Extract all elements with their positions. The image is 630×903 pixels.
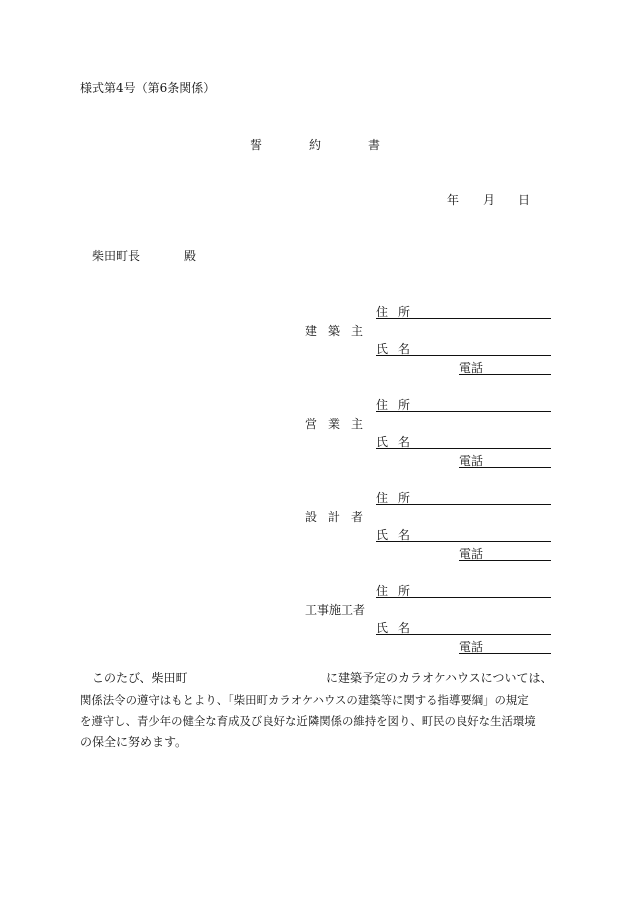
role-char: 主 — [350, 324, 363, 338]
name-label — [376, 528, 410, 542]
body-line-1-end: に建築予定のカラオケハウスについては、 — [326, 671, 553, 685]
address-underline — [376, 597, 551, 598]
role-char: 主 — [350, 417, 363, 431]
phone-underline — [459, 467, 551, 468]
role-builder — [305, 324, 363, 338]
name-underline — [376, 355, 551, 356]
addressee-name: 柴田町長 — [92, 249, 141, 263]
address-underline — [376, 318, 551, 319]
role-char: 営 — [305, 417, 318, 431]
address-label-char: 所 — [397, 584, 410, 598]
role-char: 築 — [327, 324, 340, 338]
role-char: 建 — [305, 324, 318, 338]
name-underline — [376, 448, 551, 449]
name-label-char: 氏 — [376, 435, 389, 449]
address-label-char: 住 — [376, 398, 389, 412]
date-year: 年 — [447, 193, 460, 207]
name-label — [376, 435, 410, 449]
role-char: 計 — [327, 510, 340, 524]
phone-label: 電話 — [459, 454, 484, 468]
phone-underline — [459, 560, 551, 561]
address-underline — [376, 504, 551, 505]
title-char-1: 誓 — [250, 138, 263, 152]
name-label-char: 名 — [397, 621, 410, 635]
name-label-char: 氏 — [376, 528, 389, 542]
role-char: 業 — [327, 417, 340, 431]
body-line-1-start: このたび、柴田町 — [80, 671, 188, 685]
phone-label: 電話 — [459, 547, 484, 561]
address-label — [376, 305, 410, 319]
address-label — [376, 398, 410, 412]
phone-underline — [459, 653, 551, 654]
name-underline — [376, 634, 551, 635]
address-underline — [376, 411, 551, 412]
form-number: 様式第4号（第6条関係） — [80, 81, 216, 95]
address-label-char: 所 — [397, 398, 410, 412]
role-operator — [305, 417, 363, 431]
address-label-char: 住 — [376, 491, 389, 505]
addressee-honorific: 殿 — [184, 249, 197, 263]
role-char: 設 — [305, 510, 318, 524]
role-designer — [305, 510, 363, 524]
address-label-char: 所 — [397, 305, 410, 319]
title-char-3: 書 — [368, 138, 381, 152]
body-line-2: 関係法令の遵守はもとより、「柴田町カラオケハウスの建築等に関する指導要綱」の規定 — [80, 693, 529, 707]
name-label — [376, 621, 410, 635]
address-label-char: 住 — [376, 584, 389, 598]
role-char: 者 — [350, 510, 363, 524]
title-char-2: 約 — [309, 138, 322, 152]
body-line-4: の保全に努めます。 — [80, 735, 188, 749]
phone-label: 電話 — [459, 361, 484, 375]
body-line-3: を遵守し、青少年の健全な育成及び良好な近隣関係の維持を図り、町民の良好な生活環境 — [80, 714, 536, 728]
address-label-char: 住 — [376, 305, 389, 319]
role-contractor: 工事施工者 — [305, 603, 366, 617]
name-label — [376, 342, 410, 356]
phone-underline — [459, 374, 551, 375]
date-day: 日 — [518, 193, 531, 207]
date-month: 月 — [483, 193, 496, 207]
name-label-char: 氏 — [376, 621, 389, 635]
name-label-char: 名 — [397, 435, 410, 449]
address-label-char: 所 — [397, 491, 410, 505]
name-label-char: 名 — [397, 342, 410, 356]
address-label — [376, 584, 410, 598]
name-label-char: 氏 — [376, 342, 389, 356]
name-underline — [376, 541, 551, 542]
address-label — [376, 491, 410, 505]
name-label-char: 名 — [397, 528, 410, 542]
phone-label: 電話 — [459, 640, 484, 654]
